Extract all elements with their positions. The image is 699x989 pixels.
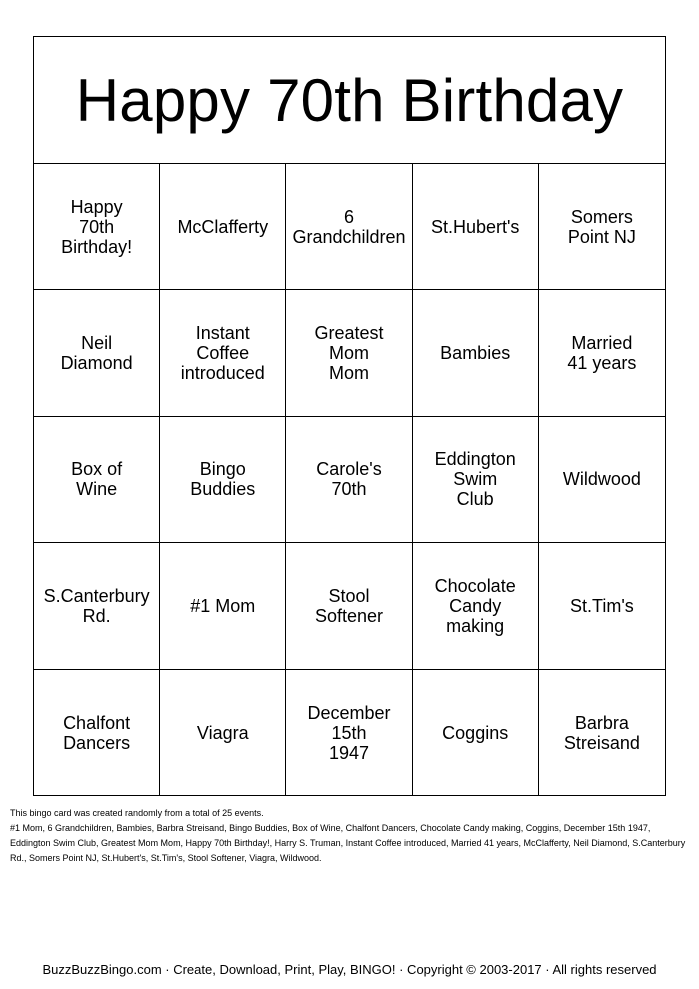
bingo-cell: Happy 70th Birthday!	[34, 164, 160, 290]
bingo-cell: Bambies	[413, 290, 539, 416]
bingo-cell: December 15th 1947	[286, 670, 412, 796]
title-row	[34, 37, 665, 164]
bingo-cell: Neil Diamond	[34, 290, 160, 416]
bingo-cell: St.Hubert's	[413, 164, 539, 290]
bingo-cell: Chocolate Candy making	[413, 543, 539, 669]
bingo-cell: McClafferty	[160, 164, 286, 290]
note-event-list: #1 Mom, 6 Grandchildren, Bambies, Barbra Streisand, Bingo Buddies, Box of Wine, Chalfont Dancers, Chocolate Candy making, Coggins, December 15th 1947, Eddington Swim Club, Greatest Mom Mom, Happy 70th Birthday!, Harry S. Truman, Instant Coffee introduced, Married 41 years, McClafferty, Neil Diamond, S.Canterbury Rd., Somers Point NJ, St.Hubert's, St.Tim's, Stool Softener, Viagra, Wildwood.	[10, 823, 686, 863]
bingo-cell: Bingo Buddies	[160, 417, 286, 543]
bingo-cell: Coggins	[413, 670, 539, 796]
bingo-cell: Carole's 70th	[286, 417, 412, 543]
bingo-cell: #1 Mom	[160, 543, 286, 669]
bingo-cell: Somers Point NJ	[539, 164, 665, 290]
card-note	[10, 806, 692, 866]
bingo-cell: Chalfont Dancers	[34, 670, 160, 796]
bingo-cell: Barbra Streisand	[563, 712, 640, 753]
footer-text: BuzzBuzzBingo.com · Create, Download, Print, Play, BINGO! · Copyright © 2003-2017 · All rights reserved	[42, 962, 657, 977]
bingo-cell: Instant Coffee introduced	[160, 290, 286, 416]
bingo-cell: St.Tim's	[539, 543, 665, 669]
bingo-cell: Greatest Mom Mom	[286, 290, 412, 416]
bingo-cell: S.Canterbury Rd.	[34, 543, 160, 669]
bingo-cell: 6 Grandchildren	[286, 164, 412, 290]
bingo-cell: Viagra	[160, 670, 286, 796]
bingo-cell: Married 41 years	[539, 290, 665, 416]
bingo-card	[33, 36, 666, 796]
card-title: Happy 70th Birthday	[75, 67, 624, 134]
bingo-cell: Wildwood	[539, 417, 665, 543]
bingo-grid	[34, 164, 665, 796]
bingo-cell: Eddington Swim Club	[413, 417, 539, 543]
bingo-cell: Box of Wine	[34, 417, 160, 543]
bingo-cell: Stool Softener	[286, 543, 412, 669]
note-summary: This bingo card was created randomly from a total of 25 events.	[10, 808, 264, 818]
